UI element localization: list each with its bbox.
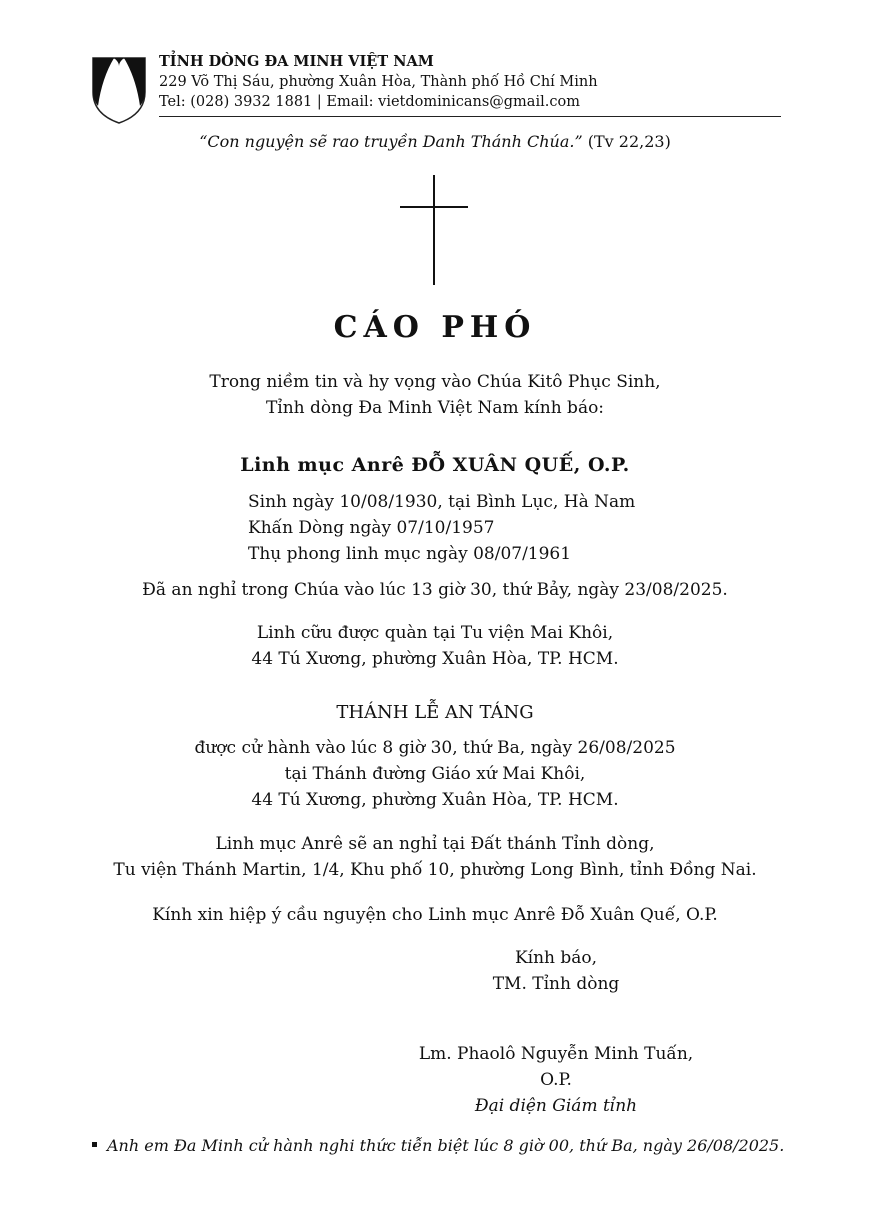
wake-info (0, 620, 870, 672)
quote-reference: (Tv 22,23) (582, 132, 671, 151)
org-contact: Tel: (028) 3932 1881 | Email: vietdominicans@gmail.com (159, 94, 580, 110)
wake-line-2: 44 Tú Xương, phường Xuân Hòa, TP. HCM. (251, 649, 619, 669)
quote-text: “Con nguyện sẽ rao truyền Danh Thánh Chúa.” (199, 132, 583, 151)
intro-line-1: Trong niềm tin và hy vọng vào Chúa Kitô Phục Sinh, (209, 372, 661, 392)
funeral-mass-details (0, 735, 870, 813)
intro-line-2: Tỉnh dòng Đa Minh Việt Nam kính báo: (265, 398, 605, 418)
org-name: TỈNH DÒNG ĐA MINH VIỆT NAM (159, 53, 434, 70)
letterhead (92, 52, 782, 122)
intro (0, 369, 870, 421)
deceased-details (248, 489, 635, 567)
funeral-line-3: 44 Tú Xương, phường Xuân Hòa, TP. HCM. (251, 790, 619, 810)
wake-line-1: Linh cữu được quàn tại Tu viện Mai Khôi, (256, 623, 614, 643)
dominican-shield-logo (92, 56, 146, 124)
closing-line-2: TM. Tỉnh dòng (492, 974, 620, 994)
closing-line-1: Kính báo, (514, 948, 598, 968)
deceased-name: Linh mục Anrê ĐỖ XUÂN QUẾ, O.P. (240, 454, 630, 476)
funeral-line-2: tại Thánh đường Giáo xứ Mai Khôi, (284, 764, 586, 784)
prayer-request: Kính xin hiệp ý cầu nguyện cho Linh mục Anrê Đỗ Xuân Quế, O.P. (152, 905, 718, 925)
footnote-text: Anh em Đa Minh cử hành nghi thức tiễn biệt lúc 8 giờ 00, thứ Ba, ngày 26/08/2025. (107, 1136, 785, 1155)
burial-info (0, 831, 870, 883)
ordination-info: Thụ phong linh mục ngày 08/07/1961 (248, 544, 572, 564)
funeral-line-1: được cử hành vào lúc 8 giờ 30, thứ Ba, ngày 26/08/2025 (194, 738, 676, 758)
signatory-name: Lm. Phaolô Nguyễn Minh Tuấn, O.P. (418, 1044, 694, 1090)
closing (406, 945, 706, 997)
burial-line-2: Tu viện Thánh Martin, 1/4, Khu phố 10, phường Long Bình, tỉnh Đồng Nai. (113, 860, 757, 880)
page-title: CÁO PHÓ (333, 310, 537, 345)
birth-info: Sinh ngày 10/08/1930, tại Bình Lục, Hà Nam (248, 492, 636, 512)
signatory-role: Đại diện Giám tỉnh (474, 1096, 638, 1116)
vows-info: Khấn Dòng ngày 07/10/1957 (248, 518, 495, 538)
burial-line-1: Linh mục Anrê sẽ an nghỉ tại Đất thánh Tỉnh dòng, (215, 834, 655, 854)
signatory (406, 1041, 706, 1119)
bullet-icon (92, 1142, 97, 1147)
letterhead-text (159, 52, 781, 117)
scripture-quote (0, 132, 870, 151)
death-info: Đã an nghỉ trong Chúa vào lúc 13 giờ 30, thứ Bảy, ngày 23/08/2025. (142, 580, 728, 600)
cross-icon (400, 175, 470, 285)
footnote (92, 1136, 852, 1155)
org-address: 229 Võ Thị Sáu, phường Xuân Hòa, Thành phố Hồ Chí Minh (159, 74, 598, 90)
funeral-mass-title: THÁNH LỄ AN TÁNG (336, 702, 534, 723)
